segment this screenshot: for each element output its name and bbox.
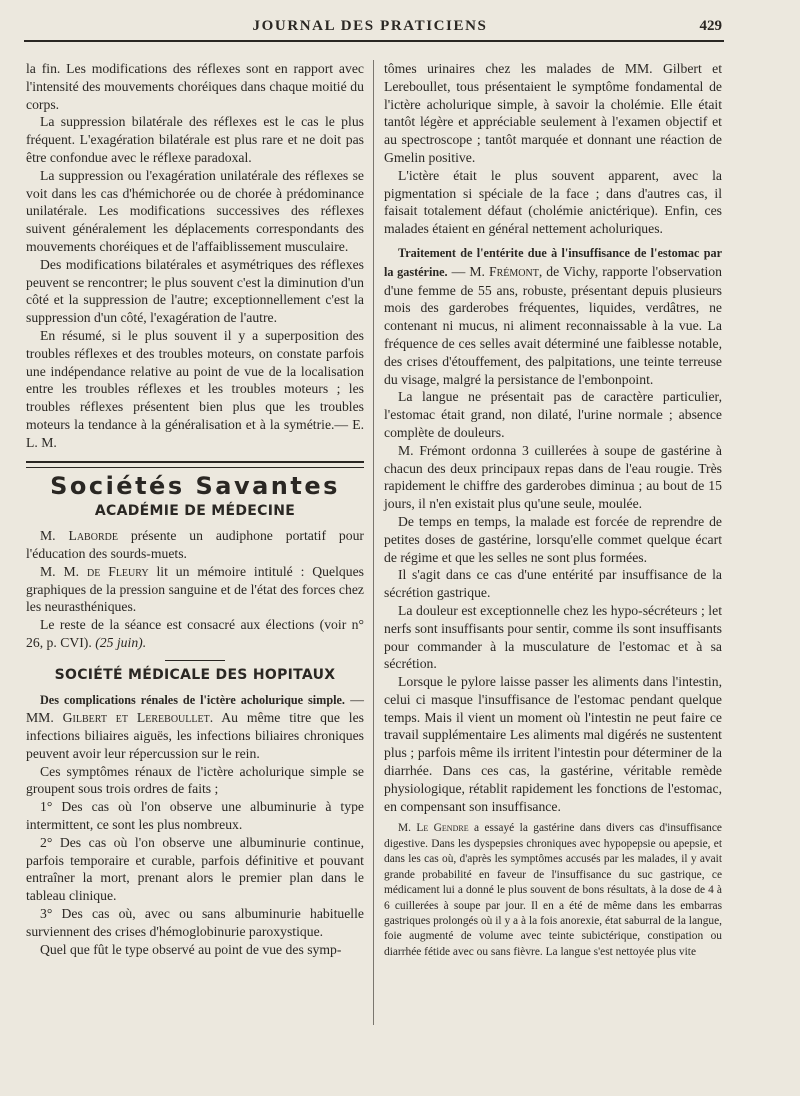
paragraph: Ces symptômes rénaux de l'ictère acholurique simple se groupent sous trois ordres de faits ; [26,763,364,797]
left-column [26,60,364,958]
running-head: JOURNAL DES PRATICIENS [252,18,488,34]
paragraph: Des modifications bilatérales et asymétriques des réflexes peuvent se rencontrer; le plus souvent c'est la diminution d'un côté et la suppression de l'autre; exceptionnellement c'est la suppression d'un côté, l'exagération de l'autre. [26,256,364,326]
paragraph [26,691,364,763]
author-name: M. Le Gendre [398,822,469,835]
paragraph-text: Le reste de la séance est consacré aux élections (voir n° 26, p. CVI). [26,617,364,650]
paragraph: 1° Des cas où l'on observe une albuminurie à type intermittent, ce sont les plus nombreux. [26,799,364,833]
paragraph [384,821,722,960]
paragraph: Lorsque le pylore laisse passer les aliments dans l'intestin, celui ci masque l'insuffisance de l'estomac pendant quelque temps. Mais il vient un moment où l'intestin ne peut faire ce travail supplémentaire Les aliments mal digérés ne sustentent plus ; parfois même ils irritent l'intestin pour déterminer de la diarrhée. Dans ces cas, la gastérine, véritable remède physiologique, rétablit rapidement les fonctions de l'estomac, en compensant son insuffisance. [384,674,722,814]
paragraph: La suppression ou l'exagération unilatérale des réflexes se voit dans les cas d'hémichorée ou de chorée à prédominance unilatérale. Les modifications successives des réflexes suivent généralement les déplacements correspondants des mouvements choréiques et de l'affaiblissement musculaire. [26,167,364,254]
paragraph [26,527,364,563]
page-number: 429 [699,18,722,34]
paragraph: La douleur est exceptionnelle chez les hypo-sécréteurs ; let nerfs sont insuffisants pour sentir, comme ils sont insuffisants pour commander à la musculature de l'estomac et à sa sécrétion. [384,602,722,672]
author-name: M. M. de Fleury [40,563,149,579]
paragraph [26,616,364,652]
paragraph: 3° Des cas où, avec ou sans albuminurie habituelle surviennent des crises d'hémoglobinurie paroxystique. [26,906,364,939]
paragraph-text: Au même titre que les infections biliaires aiguës, les infections biliaires chroniques peuvent avoir leur répercussion sur le rein. [26,710,364,761]
paragraph: 2° Des cas où l'on observe une albuminurie continue, parfois temporaire et curable, parfois définitive et pouvant entraîner la mort, prenant alors le premier plan dans le tableau clinique. [26,834,364,904]
paragraph: En résumé, si le plus souvent il y a superposition des troubles réflexes et des troubles moteurs, on constate parfois une indépendance relative au point de vue de la localisation entre les troubles réflexes et les troubles moteurs ; les troubles réflexes présentent bien plus que les troubles moteurs la tendance à la généralisation et à la symétrie.— E. L. M. [26,327,364,450]
paragraph: tômes urinaires chez les malades de MM. Gilbert et Lereboullet, tous présentaient le symptôme fondamental de l'ictère acholurique simple, à savoir la cholémie. Elle était tantôt légère et appréciable seulement à l'examen objectif et au spectroscope ; tantôt marquée et donnant une réaction de Gmelin positive. [384,61,722,165]
section-rule [26,461,364,468]
article-authors: — MM. Gilbert et Lereboullet. [26,691,364,726]
paragraph: La langue ne présentait pas de caractère particulier, l'estomac était grand, non dilaté, l'urine normale ; absence complète de douleurs. [384,389,722,440]
page-header [20,16,720,40]
paragraph: Il s'agit dans ce cas d'une entérité par insuffisance de la sécrétion gastrique. [384,567,722,601]
academie-heading: ACADÉMIE DE MÉDECINE [94,503,296,520]
article-author: — M. Frémont, [447,263,543,279]
article-title: Traitement de l'entérite due à l'insuffisance de l'estomac par la gastérine. [384,245,722,279]
paragraph: L'ictère était le plus souvent apparent, avec la pigmentation si spéciale de la face ; dans d'autres cas, il faisait totalement défaut (cholémie anictérique). Enfin, ces malades étaient en général nettement acholuriques. [384,167,722,237]
paragraph-text: présente un audiphone portatif pour l'éducation des sourds-muets. [26,528,364,561]
paragraph-text: de Vichy, rapporte l'observation d'une femme de 55 ans, robuste, présentant depuis plusieurs mois des garderobes fréquentes, liquides, verdâtres, ne contenant ni mucus, ni aliment reconnaissable à la vue. La fréquence de ces selles avait déterminé une faiblesse notable, des crises d'étouffement, des palpitations, une teinte terreuse du visage, malgré la persistance de l'embonpoint. [384,263,722,387]
divider [165,660,225,661]
paragraph: M. Frémont ordonna 3 cuillerées à soupe de gastérine à chacun des deux principaux repas dans de l'eau rougie. Très rapidement le chiffre des garderobes diminua ; au bout de 15 jours, il n'en existait plus qu'une seule, moulée. [384,442,722,512]
paragraph: la fin. Les modifications des réflexes sont en rapport avec l'intensité des mouvements choréiques dans chaque moitié du corps. [26,61,364,112]
section-title: Sociétés Savantes [50,471,340,500]
header-rule [24,40,724,42]
article-title: Des complications rénales de l'ictère acholurique simple. [40,692,345,707]
right-column [384,60,722,960]
paragraph-text: a essayé la gastérine dans divers cas d'insuffisance digestive. Dans les dyspepsies chroniques avec hypopepsie ou apepsie, et dans les cas où, d'après les symptômes accusés par les malades, il y avait grande probabilité en faveur de l'insuffisance du suc gastrique, ce médicament lui a donné le plus souvent de bons résultats, à la dose de 4 à 6 cuillerées à soupe par jour. Il en a été de même dans les embarras gastriques prolongés où il y a à la fois anorexie, état saburral de la langue, foie augmenté de volume avec teinte subictérique, constipation ou diarrhée fétide avec ou sans fièvre. La langue s'est nettoyée plus vite [384,822,722,958]
paragraph: La suppression bilatérale des réflexes est le cas le plus fréquent. L'exagération bilatérale est plus rare et ne doit pas être confondue avec le réflexe paradoxal. [26,114,364,165]
column-divider [373,60,374,1025]
paragraph-text: lit un mémoire intitulé : Quelques graphiques de la pression sanguine et de l'état des forces chez les neurasthéniques. [26,563,364,615]
session-date: (25 juin). [95,634,147,650]
paragraph [26,563,364,616]
paragraph: De temps en temps, la malade est forcée de reprendre de petites doses de gastérine, lorsqu'elle commet quelque écart de régime et que les selles ne sont plus formées. [384,513,722,565]
paragraph: Quel que fût le type observé au point de vue des symp- [40,941,342,957]
paragraph [384,244,722,388]
hopitaux-heading: SOCIÉTÉ MÉDICALE DES HOPITAUX [54,666,336,683]
author-name: M. Laborde [40,528,118,544]
